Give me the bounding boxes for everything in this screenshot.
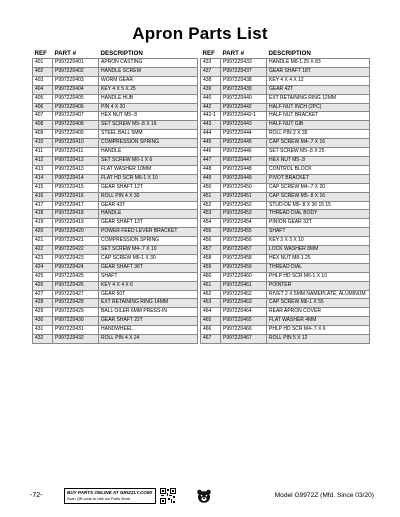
table-row <box>33 237 198 246</box>
part-number-cell: P9972Z0410 <box>53 139 99 148</box>
table-row <box>201 130 370 139</box>
table-row <box>201 148 370 157</box>
part-number-cell: P9972Z0408 <box>53 121 99 130</box>
description-cell: REAR APRON COVER <box>267 308 370 317</box>
table-row <box>201 85 370 94</box>
description-cell: ROLL PIN 4 X 24 <box>99 335 198 344</box>
ref-cell: 452 <box>201 201 221 210</box>
parts-table-right <box>200 50 370 344</box>
part-number-cell: P9972Z0423 <box>53 254 99 263</box>
table-row <box>201 308 370 317</box>
table-row <box>201 299 370 308</box>
table-row <box>33 254 198 263</box>
description-cell: CAP SCREW M4-.7 X 16 <box>267 139 370 148</box>
parts-table-left <box>32 50 198 344</box>
description-cell: FLAT HD SCR M6-1 X 10 <box>99 174 198 183</box>
part-number-cell: P9972Z0431 <box>53 326 99 335</box>
part-number-cell: P9972Z0460 <box>221 272 267 281</box>
ref-cell: 418 <box>33 210 53 219</box>
ref-cell: 413 <box>33 165 53 174</box>
table-row <box>201 174 370 183</box>
description-cell: CAP SCREW M6-1 X 55 <box>267 299 370 308</box>
part-number-cell: P9972Z0422 <box>53 246 99 255</box>
banner-headline: BUY PARTS ONLINE AT GRIZZLY.COM! <box>67 490 153 495</box>
ref-cell: 401 <box>33 59 53 68</box>
description-cell: HANDLE <box>99 148 198 157</box>
part-number-cell: P9972Z0428 <box>53 299 99 308</box>
table-row <box>33 210 198 219</box>
ref-cell: 439 <box>201 85 221 94</box>
description-cell: POINTER <box>267 281 370 290</box>
description-cell: EXT RETAINING RING 14MM <box>99 299 198 308</box>
description-cell: BALL OILER 6MM PRESS-IN <box>99 308 198 317</box>
part-number-cell: P9972Z0446 <box>221 148 267 157</box>
description-cell: GEAR SHAFT 12T <box>99 183 198 192</box>
table-row <box>33 246 198 255</box>
description-cell: FLAT WASHER 10MM <box>99 165 198 174</box>
description-cell: PHLP HD SCR M4-.7 X 6 <box>267 326 370 335</box>
ref-cell: 409 <box>33 130 53 139</box>
part-number-cell: P9972Z0403 <box>53 76 99 85</box>
table-row <box>201 263 370 272</box>
description-cell: SET SCREW M6-1 X 6 <box>99 156 198 165</box>
part-number-cell: P9972Z0462 <box>221 290 267 299</box>
ref-cell: 429 <box>33 308 53 317</box>
part-number-cell: P9972Z0459 <box>221 263 267 272</box>
description-cell: PHLP HD SCR M6-1 X 10 <box>267 272 370 281</box>
ref-cell: 449 <box>201 174 221 183</box>
ref-cell: 407 <box>33 112 53 121</box>
description-cell: GEAR SHAFT 13T <box>99 219 198 228</box>
ref-cell: 425 <box>33 272 53 281</box>
ref-cell: 459 <box>201 263 221 272</box>
ref-cell: 457 <box>201 246 221 255</box>
table-row <box>201 254 370 263</box>
description-cell: GEAR 42T <box>267 85 370 94</box>
table-row <box>201 228 370 237</box>
table-row <box>33 165 198 174</box>
ref-cell: 423 <box>33 254 53 263</box>
part-number-cell: P9972Z0465 <box>221 317 267 326</box>
part-number-cell: P9972Z0426 <box>53 281 99 290</box>
description-cell: COMPRESSION SPRING <box>99 139 198 148</box>
ref-cell: 417 <box>33 201 53 210</box>
description-cell: KEY 4 X 5 X 25 <box>99 85 198 94</box>
part-number-cell: P9972Z0447 <box>221 156 267 165</box>
ref-cell: 445 <box>201 139 221 148</box>
table-row <box>201 67 370 76</box>
table-header-row <box>201 50 370 59</box>
ref-cell: 460 <box>201 272 221 281</box>
table-row <box>201 156 370 165</box>
description-cell: KEY 4 X 4 X 6 <box>99 281 198 290</box>
description-cell: HEX NUT M8-1.25 <box>267 254 370 263</box>
part-number-cell: P9972Z0402 <box>53 67 99 76</box>
ref-cell: 430 <box>33 317 53 326</box>
part-number-cell: P9972Z0401 <box>53 59 99 68</box>
table-row <box>33 139 198 148</box>
part-number-cell: P9972Z0452 <box>221 201 267 210</box>
page-number: -72- <box>30 492 43 499</box>
description-cell: LOCK WASHER 8MM <box>267 246 370 255</box>
ref-cell: 420 <box>33 228 53 237</box>
table-row <box>201 210 370 219</box>
ref-cell: 416 <box>33 192 53 201</box>
ref-cell: 422 <box>33 246 53 255</box>
part-number-cell: P9972Z0416 <box>53 192 99 201</box>
parts-store-banner[interactable] <box>64 488 156 504</box>
table-row <box>201 59 370 68</box>
table-row <box>201 192 370 201</box>
table-row <box>33 130 198 139</box>
table-row <box>201 183 370 192</box>
ref-cell: 419 <box>33 219 53 228</box>
table-row <box>33 228 198 237</box>
description-cell: HALF NUT INCH (2PC) <box>267 103 370 112</box>
table-row <box>201 165 370 174</box>
table-row <box>33 272 198 281</box>
table-row <box>33 67 198 76</box>
description-cell: PIN 4 X 20 <box>99 103 198 112</box>
description-cell: KEY 3 X 3 X 10 <box>267 237 370 246</box>
table-row <box>33 326 198 335</box>
part-number-cell: P9972Z0433 <box>221 59 267 68</box>
part-number-cell: P9972Z0417 <box>53 201 99 210</box>
part-number-cell: P9972Z0404 <box>53 85 99 94</box>
description-cell: STEEL BALL 5MM <box>99 130 198 139</box>
col-description-header: DESCRIPTION <box>100 50 143 57</box>
ref-cell: 466 <box>201 326 221 335</box>
part-number-cell: P9972Z0405 <box>53 94 99 103</box>
part-number-cell: P9972Z0467 <box>221 335 267 344</box>
part-number-cell: P9972Z0418 <box>53 210 99 219</box>
grizzly-bear-logo-icon <box>196 488 212 504</box>
table-row <box>33 121 198 130</box>
description-cell: EXT RETAINING RING 12MM <box>267 94 370 103</box>
description-cell: HANDLE <box>99 210 198 219</box>
ref-cell: 454 <box>201 219 221 228</box>
table-row <box>201 281 370 290</box>
table-row <box>201 94 370 103</box>
description-cell: PIVOT BRACKET <box>267 174 370 183</box>
ref-cell: 458 <box>201 254 221 263</box>
ref-cell: 461 <box>201 281 221 290</box>
ref-cell: 444 <box>201 130 221 139</box>
ref-cell: 446 <box>201 148 221 157</box>
ref-cell: 428 <box>33 299 53 308</box>
table-row <box>33 281 198 290</box>
description-cell: SET SCREW M5-.8 X 16 <box>99 121 198 130</box>
part-number-cell: P9972Z0442-1 <box>221 112 267 121</box>
description-cell: HALF NUT BRACKET <box>267 112 370 121</box>
description-cell: GEAR 60T <box>99 290 198 299</box>
table-row <box>33 308 198 317</box>
table-row <box>33 192 198 201</box>
description-cell: CONTROL BLOCK <box>267 165 370 174</box>
part-number-cell: P9972Z0450 <box>221 183 267 192</box>
table-row <box>33 183 198 192</box>
description-cell: KEY 4 X 4 X 12 <box>267 76 370 85</box>
parts-table-left-body <box>33 59 198 344</box>
page-title: Apron Parts List <box>132 24 268 43</box>
ref-cell: 414 <box>33 174 53 183</box>
ref-cell: 433 <box>201 59 221 68</box>
table-row <box>33 174 198 183</box>
ref-cell: 463 <box>201 299 221 308</box>
table-row <box>33 85 198 94</box>
description-cell: CAP SCREW M6-1 X 30 <box>99 254 198 263</box>
table-row <box>201 139 370 148</box>
ref-cell: 402 <box>33 67 53 76</box>
table-row <box>33 263 198 272</box>
part-number-cell: P9972Z0406 <box>53 103 99 112</box>
part-number-cell: P9972Z0445 <box>221 139 267 148</box>
part-number-cell: P9972Z0409 <box>53 130 99 139</box>
ref-cell: 404 <box>33 85 53 94</box>
ref-cell: 432 <box>33 335 53 344</box>
model-info: Model G9972Z (Mfd. Since 03/20) <box>274 492 374 499</box>
ref-cell: 405 <box>33 94 53 103</box>
part-number-cell: P9972Z0454 <box>221 219 267 228</box>
part-number-cell: P9972Z0458 <box>221 254 267 263</box>
col-part-header: PART # <box>54 50 77 57</box>
description-cell: POWER FEED LEVER BRACKET <box>99 228 198 237</box>
part-number-cell: P9972Z0466 <box>221 326 267 335</box>
description-cell: HEX NUT M5-.8 <box>267 156 370 165</box>
ref-cell: 453 <box>201 210 221 219</box>
ref-cell: 421 <box>33 237 53 246</box>
description-cell: HANDLE SCREW <box>99 67 198 76</box>
description-cell: SET SCREW M5-.8 X 25 <box>267 148 370 157</box>
part-number-cell: P9972Z0412 <box>53 156 99 165</box>
description-cell: HALF NUT GIB <box>267 121 370 130</box>
part-number-cell: P9972Z0449 <box>221 174 267 183</box>
ref-cell: 451 <box>201 192 221 201</box>
part-number-cell: P9972Z0455 <box>221 228 267 237</box>
part-number-cell: P9972Z0464 <box>221 308 267 317</box>
table-row <box>33 219 198 228</box>
description-cell: GEAR 43T <box>99 201 198 210</box>
table-row <box>33 299 198 308</box>
description-cell: PINION GEAR 32T <box>267 219 370 228</box>
ref-cell: 411 <box>33 148 53 157</box>
table-row <box>201 76 370 85</box>
part-number-cell: P9972Z0420 <box>53 228 99 237</box>
part-number-cell: P9972Z0432 <box>53 335 99 344</box>
table-header-row <box>33 50 198 59</box>
part-number-cell: P9972Z0439 <box>221 85 267 94</box>
description-cell: ROLL PIN 2 X 35 <box>267 130 370 139</box>
ref-cell: 464 <box>201 308 221 317</box>
description-cell: HANDLE M8-1.25 X 83 <box>267 59 370 68</box>
table-row <box>33 290 198 299</box>
ref-cell: 442-1 <box>201 112 221 121</box>
ref-cell: 467 <box>201 335 221 344</box>
description-cell: STUD-DE M5-.8 X 36 15 15 <box>267 201 370 210</box>
part-number-cell: P9972Z0457 <box>221 246 267 255</box>
table-row <box>201 201 370 210</box>
table-row <box>201 335 370 344</box>
part-number-cell: P9972Z0407 <box>53 112 99 121</box>
description-cell: SET SCREW M4-.7 X 10 <box>99 246 198 255</box>
ref-cell: 462 <box>201 290 221 299</box>
col-ref-header: REF <box>34 50 47 57</box>
description-cell: RIVET 2 X 5MM NAMEPLATE, ALUMINUM <box>267 290 370 299</box>
table-row <box>33 156 198 165</box>
description-cell: COMPRESSION SPRING <box>99 237 198 246</box>
ref-cell: 403 <box>33 76 53 85</box>
description-cell: SHAFT <box>267 228 370 237</box>
description-cell: THREAD DIAL <box>267 263 370 272</box>
ref-cell: 437 <box>201 67 221 76</box>
description-cell: ROLL PIN 5 X 12 <box>267 335 370 344</box>
description-cell: HANDWHEEL <box>99 326 198 335</box>
ref-cell: 431 <box>33 326 53 335</box>
qr-code-icon[interactable] <box>160 488 176 504</box>
table-row <box>201 112 370 121</box>
part-number-cell: P9972Z0415 <box>53 183 99 192</box>
ref-cell: 450 <box>201 183 221 192</box>
description-cell: FLAT WASHER 4MM <box>267 317 370 326</box>
description-cell: APRON CASTING <box>99 59 198 68</box>
part-number-cell: P9972Z0419 <box>53 219 99 228</box>
description-cell: GEAR SHAFT 22T <box>99 317 198 326</box>
table-row <box>201 219 370 228</box>
description-cell: WORM GEAR <box>99 76 198 85</box>
part-number-cell: P9972Z0437 <box>221 67 267 76</box>
table-row <box>201 237 370 246</box>
ref-cell: 447 <box>201 156 221 165</box>
part-number-cell: P9972Z0414 <box>53 174 99 183</box>
table-row <box>201 246 370 255</box>
ref-cell: 415 <box>33 183 53 192</box>
table-row <box>201 290 370 299</box>
part-number-cell: P9972Z0438 <box>221 76 267 85</box>
ref-cell: 448 <box>201 165 221 174</box>
table-row <box>33 317 198 326</box>
table-row <box>201 317 370 326</box>
part-number-cell: P9972Z0442 <box>221 103 267 112</box>
description-cell: CAP SCREW M4-.7 X 20 <box>267 183 370 192</box>
ref-cell: 442 <box>201 103 221 112</box>
table-row <box>201 272 370 281</box>
table-row <box>201 103 370 112</box>
ref-cell: 406 <box>33 103 53 112</box>
table-row <box>33 335 198 344</box>
part-number-cell: P9972Z0424 <box>53 263 99 272</box>
part-number-cell: P9972Z0427 <box>53 290 99 299</box>
ref-cell: 455 <box>201 228 221 237</box>
ref-cell: 408 <box>33 121 53 130</box>
description-cell: CAP SCREW M5-.8 X 16 <box>267 192 370 201</box>
description-cell: SHAFT <box>99 272 198 281</box>
description-cell: GEAR SHAFT 36T <box>99 263 198 272</box>
part-number-cell: P9972Z0461 <box>221 281 267 290</box>
part-number-cell: P9972Z0421 <box>53 237 99 246</box>
part-number-cell: P9972Z0456 <box>221 237 267 246</box>
col-description-header: DESCRIPTION <box>268 50 311 57</box>
part-number-cell: P9972Z0451 <box>221 192 267 201</box>
table-row <box>201 121 370 130</box>
banner-subtext: Scan QR code to visit our Parts Store. <box>67 497 132 501</box>
table-row <box>33 148 198 157</box>
ref-cell: 412 <box>33 156 53 165</box>
col-part-header: PART # <box>222 50 245 57</box>
table-row <box>33 59 198 68</box>
ref-cell: 456 <box>201 237 221 246</box>
table-row <box>33 94 198 103</box>
part-number-cell: P9972Z0425 <box>53 272 99 281</box>
part-number-cell: P9972Z0463 <box>221 299 267 308</box>
table-row <box>33 201 198 210</box>
part-number-cell: P9972Z0413 <box>53 165 99 174</box>
ref-cell: 438 <box>201 76 221 85</box>
description-cell: ROLL PIN 4 X 30 <box>99 192 198 201</box>
description-cell: THREAD DIAL BODY <box>267 210 370 219</box>
ref-cell: 440 <box>201 94 221 103</box>
part-number-cell: P9972Z0429 <box>53 308 99 317</box>
ref-cell: 424 <box>33 263 53 272</box>
part-number-cell: P9972Z0411 <box>53 148 99 157</box>
description-cell: HEX NUT M5-.8 <box>99 112 198 121</box>
part-number-cell: P9972Z0440 <box>221 94 267 103</box>
part-number-cell: P9972Z0430 <box>53 317 99 326</box>
part-number-cell: P9972Z0444 <box>221 130 267 139</box>
ref-cell: 410 <box>33 139 53 148</box>
table-row <box>33 112 198 121</box>
ref-cell: 426 <box>33 281 53 290</box>
description-cell: HANDLE HUB <box>99 94 198 103</box>
part-number-cell: P9972Z0448 <box>221 165 267 174</box>
description-cell: GEAR SHAFT 18T <box>267 67 370 76</box>
part-number-cell: P9972Z0443 <box>221 121 267 130</box>
ref-cell: 443 <box>201 121 221 130</box>
part-number-cell: P9972Z0453 <box>221 210 267 219</box>
table-row <box>33 103 198 112</box>
col-ref-header: REF <box>202 50 215 57</box>
table-row <box>33 76 198 85</box>
ref-cell: 465 <box>201 317 221 326</box>
ref-cell: 427 <box>33 290 53 299</box>
parts-table-right-body <box>201 59 370 344</box>
table-row <box>201 326 370 335</box>
